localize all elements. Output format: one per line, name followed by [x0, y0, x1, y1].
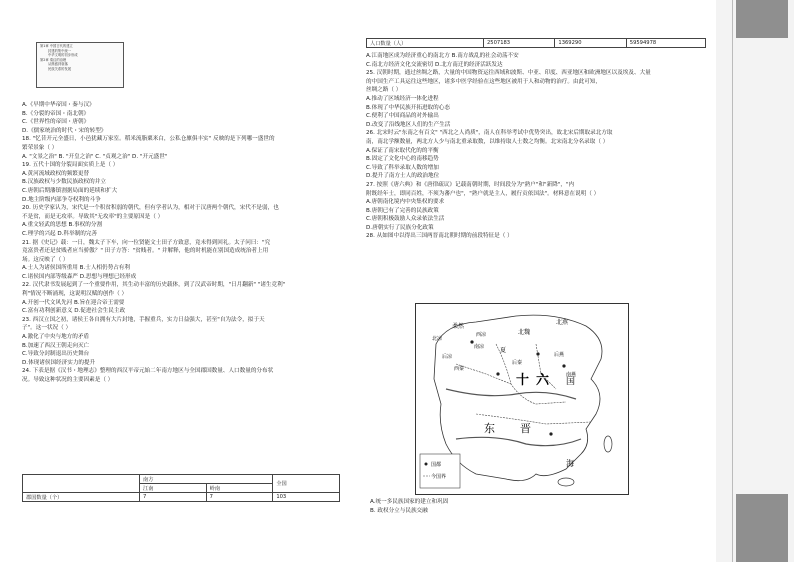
question-19: 19. 五代十国的分裂局面实质上是（ ）	[22, 162, 119, 169]
legend-border: 今国界	[431, 474, 447, 480]
table-cell: 1369290	[555, 39, 626, 48]
thumbnail-line: 中华文明的初步形成	[48, 53, 78, 58]
option-line: C.导致分封制退出历史舞台	[22, 351, 90, 358]
option-line: D.地主阶级内部争夺权利的斗争	[22, 196, 101, 203]
option-line: A.重文轻武的思想 B.事权的分割	[22, 222, 103, 229]
question-25-cont: 丝绸之路（ ）	[366, 87, 402, 94]
question-22: 22. 汉代隶书发展起到了一个重要作用，其生动丰富的历史载体，到了汉武帝时期，"日月翻新" "诸生竞利"	[22, 282, 286, 289]
option-line: C.理学的兴起 D.科举制的完善	[22, 230, 98, 237]
map-label: 夏	[500, 347, 507, 354]
map-label: 后燕	[554, 352, 565, 358]
question-26: 26. 北宋时云"东南之有百文" "西北之人尚质"，南人在科举考试中优势突出，故北宋后期取录北方取	[366, 130, 613, 137]
right-column	[366, 52, 706, 241]
question-20: 20. 历史学家认为，宋代是一个积贫积弱的朝代，但有学者认为，相对于汉唐两个朝代，宋代不是弱，也	[22, 205, 279, 212]
option-line: A.江南地区成为经济重心的南北方 B.南方战乱的社会动荡不安	[366, 53, 519, 59]
question-23: 23. 西汉立国之初，诸侯王各自拥有大片封地，手握重兵，实力日益强大，甚至"自为法令，拟于天	[22, 316, 265, 323]
table-cell: 2507183	[484, 39, 555, 48]
map-drawing	[416, 304, 628, 494]
map-label: 北魏	[518, 329, 531, 336]
sidebar-thumb-top[interactable]	[736, 0, 788, 38]
table-header: 全国	[273, 475, 340, 493]
capital-marker	[562, 364, 565, 367]
thumbnail-line: 民族关系的发展	[48, 66, 72, 71]
option-line: C.《世界性的帝国・唐朝》	[22, 119, 90, 126]
right-bottom-options	[370, 498, 710, 515]
map-label: 北凉	[432, 336, 443, 342]
population-table-left	[22, 474, 340, 502]
option-line: D.体现诸侯国经济实力的提升	[22, 359, 96, 366]
table-header: 江南	[140, 484, 207, 493]
map-label: 后秦	[512, 360, 523, 366]
island	[604, 436, 612, 452]
option-line: B.固定了文化中心的南移趋势	[366, 156, 439, 163]
option-line: A.士人为诸侯国所重用 B.士人相仍势占有利	[22, 265, 130, 272]
table-header: 南方	[140, 475, 273, 484]
map-label: 东	[484, 422, 495, 435]
question-18-cont: 繁荣景象（ ）	[22, 144, 58, 151]
question-22-cont: 利"情况不断涌现，这说明汉赋的创作（ ）	[22, 291, 128, 298]
page-sidebar[interactable]	[716, 0, 794, 562]
option-line: B.体现了中华民族开拓进取的心态	[366, 104, 450, 111]
map-label: 柔然	[452, 323, 465, 330]
question-27: 27. 按照《唐六典》和《唐律疏议》记载南朝时期，时间段分为"熟户"和"新降"，"内	[366, 181, 575, 188]
legend-capital: 国都	[431, 462, 442, 468]
option-line: A.统一多民族国家的建立和巩固	[370, 499, 449, 505]
option-line: C.唐朝积极鼓励人众录依法生活	[366, 216, 445, 223]
question-28: 28. 从如图中以得出三国两晋南北朝时期的前段特征是（ ）	[366, 233, 513, 240]
option-line: C.便利了中国商品的对外输出	[366, 113, 439, 120]
map-label: 南燕	[566, 372, 577, 378]
border-line	[456, 364, 511, 384]
table-row-label: 郡国数量（个）	[23, 493, 140, 502]
question-25: 25. 汉朝时期，通过丝绸之路，大量的中国物资运往西域和波斯、中亚、印度、西亚地区和欧洲地区以及埃及、大量	[366, 70, 651, 77]
option-line: B. 政权分立与民族交融	[370, 507, 428, 514]
river	[456, 437, 581, 445]
option-line: B.《分裂的帝国・南北朝》	[22, 110, 90, 117]
option-line: C.富有功利创新意义 D.促进社会生民主政	[22, 308, 126, 315]
map-label: 六	[536, 373, 550, 388]
thumbnail-line: 第1章 中国古代的建立	[40, 44, 73, 48]
option-line: A.开创一代文风先河 B.旨在迎合帝王需要	[22, 299, 125, 306]
sidebar-divider	[732, 0, 733, 562]
question-25-cont: 的中国生产工具运往这些地区，诸多中医学经验在这些地区被用于人和动物的治疗。由此可知，	[366, 78, 601, 85]
option-line: A.推动了区域经济一体化进程	[366, 95, 439, 102]
option-line: B.加速了西汉王朝走向灭亡	[22, 342, 90, 349]
map-label: 后凉	[442, 354, 453, 360]
option-line: C.南北方经济文化交流密切 D.北方南迁的经济活跃发达	[366, 61, 503, 68]
option-line: C.导致了科举录取人数的增加	[366, 164, 439, 171]
option-line: B.唐朝已有了完善的民族政策	[366, 207, 439, 214]
thumbnail-line: 从鼎盛到衰落	[48, 62, 68, 67]
legend-capital-symbol	[425, 463, 428, 466]
map-label: 国	[566, 377, 576, 387]
legend-box	[420, 454, 460, 488]
sidebar-thumb-bottom[interactable]	[736, 494, 788, 562]
table-row-label: 人口数量（人）	[367, 39, 484, 48]
table-cell: 59594978	[626, 39, 705, 48]
capital-marker	[496, 372, 499, 375]
map-label: 西凉	[476, 332, 487, 338]
question-21-cont: 竟富贵者还是贫贱者应当骄傲？" 田子方答："贫贱者。" 并解释，他的时机能在别国造成统治者上用	[22, 248, 269, 255]
option-line: D.唐朝实行了民族分化政策	[366, 224, 434, 231]
question-18-options: A. "文景之治" B. "开皇之治" C. "贞观之治" D. "开元盛世"	[22, 153, 168, 160]
option-line: B.汉族政权与少数民族政权的并立	[22, 179, 106, 186]
question-24: 24. 下表是据《汉书・地理志》整理的西汉平帝元始二年南方地区与全国郡国数量、人口数量的分布状	[22, 368, 274, 375]
option-line: D.《儒家统治的时代・宋的转型》	[22, 127, 107, 134]
option-line: C.诸侯国内部等级森严 D.思想与理想已经形成	[22, 273, 137, 280]
question-21-cont: 场。这反映了（ ）	[22, 256, 69, 263]
map-label: 西秦	[454, 366, 465, 372]
question-26-cont: 南，南北学额数量，两北方人少与南北重录取数，以维持取人士数之均衡。北宋南北分名录取（ ）	[366, 138, 609, 145]
question-18: 18. "忆昔开元全盛日，小邑犹藏万家室。稻米流脂粟米白，公私仓廪俱丰实" 反映的是下列哪一盛世的	[22, 136, 275, 143]
map-label: 海	[566, 459, 574, 468]
island	[558, 478, 574, 486]
question-23-cont: 子"。这一状况（ ）	[22, 325, 72, 332]
option-line: A.《早期中华帝国・秦与汉》	[22, 102, 95, 108]
option-line: C.唐朝后期藩镇割据局面的延续和扩大	[22, 187, 118, 194]
table-cell: 7	[206, 493, 273, 502]
option-line: D.改变了沿线地区人们的生产生活	[366, 121, 451, 128]
option-line: A.激化了中央与地方的矛盾	[22, 334, 90, 341]
map-label: 南凉	[474, 344, 485, 350]
thumbnail-line: 封建的集中统一	[48, 48, 72, 53]
chapter-thumbnail	[36, 42, 124, 88]
question-24-cont: 况。导致这种状况的主要因素是（ ）	[22, 377, 114, 383]
question-21: 21. 据《史记》载：一日，魏太子下车，向一位贤能文士田子方致意，竟未得到回礼。太子问曰："究	[22, 239, 271, 246]
capital-marker	[549, 432, 552, 435]
left-column	[22, 101, 340, 385]
historical-map	[415, 303, 629, 495]
table-cell: 103	[273, 493, 340, 502]
map-label: 晋	[520, 422, 531, 435]
table-header: 岭南	[206, 484, 273, 493]
option-line: A.黄河流域政权的频繁更替	[22, 170, 90, 177]
capital-marker	[536, 352, 539, 355]
thumbnail-line: 第2章 秦汉的治理	[40, 57, 67, 62]
question-27-cont: 附既经年士，即同百姓，不须为蕃户也"，"熟户就是主人，履行贡依国法"。材料意在说明（ ）	[366, 190, 600, 197]
option-line: A.保证了南宋取代化的的平衡	[366, 147, 439, 154]
option-line: D.提升了南方士人的政治地位	[366, 173, 440, 180]
question-20-cont: 不是贫，而是无攻率。导致其"无攻率"的主要原因是（ ）	[22, 213, 164, 220]
option-line: A.唐朝南化境内中央集权的要求	[366, 199, 445, 206]
population-table-right	[366, 38, 706, 48]
table-cell	[23, 475, 140, 493]
map-label: 北燕	[556, 319, 569, 326]
river	[446, 389, 576, 399]
table-cell: 7	[140, 493, 207, 502]
map-label: 十	[516, 373, 530, 388]
